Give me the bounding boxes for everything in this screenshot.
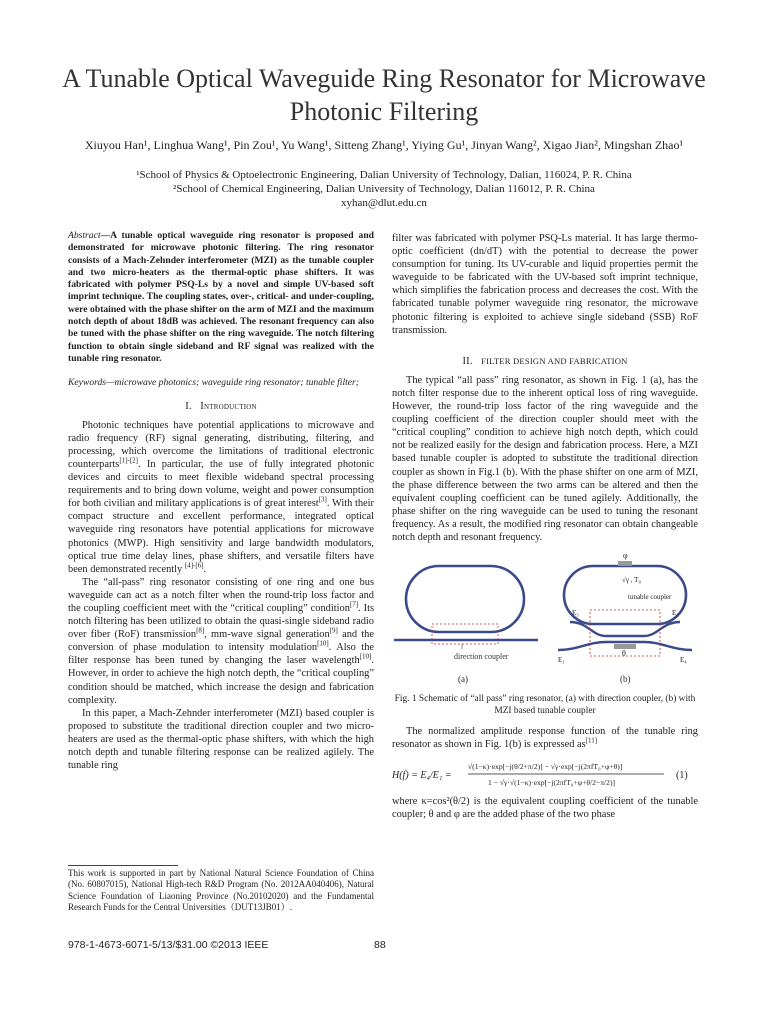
citation: [10] bbox=[317, 639, 329, 648]
citation: [3] bbox=[318, 495, 327, 504]
text-run: . bbox=[203, 563, 207, 575]
citation: [11] bbox=[585, 736, 598, 745]
field-label-e3: E₃ bbox=[572, 609, 579, 618]
footnote-rule bbox=[68, 865, 178, 866]
figure-1-schematic bbox=[392, 552, 698, 687]
affiliation-2: ²School of Chemical Engineering, Dalian University of Technology, Dalian 116012, P. R. China bbox=[173, 183, 595, 195]
equation-number: (1) bbox=[676, 770, 688, 782]
text-run: . However, in order to achieve the high notch depth, the “critical coupling” condition should be matched, which increase the design and fabrication complexity. bbox=[68, 655, 374, 706]
subfigure-label-a: (a) bbox=[458, 674, 468, 685]
subfigure-label-b: (b) bbox=[620, 674, 631, 685]
right-paragraph-3 bbox=[392, 725, 698, 751]
text-run: and the conversion of phase modulation to intensity modulation bbox=[68, 629, 374, 654]
text-run: . With their compact structure and excellent performance, integrated optical waveguide ring resonators have potential applications for microwave photonics (MWP). High sensitivity and large bandwidth modulators, optical true time delay lines, phase shifters, and versatile filters have been demonstrated recently bbox=[68, 498, 374, 575]
right-paragraph-4: where κ=cos²(θ/2) is the equivalent coupling coefficient of the tunable coupler; θ and φ are the added phase of the two phase bbox=[392, 796, 698, 821]
right-paragraph-2: The typical “all pass” ring resonator, as shown in Fig. 1 (a), has the notch filter response due to the inherent optical loss of ring waveguide. However, the round-trip loss factor of the ring waveguide and the coupling coefficient of the direction coupler should meet with the “critical coupling” condition to achieve high notch depth, which could not be realized easily for the design and fabrication process. Here, a MZI based tunable coupler is adopted to substitute the traditional direction coupler as shown in Fig.1 (b). With the phase shifter on one arm of MZI, the phase difference between the two arms can be altered and then the equivalent coupling coefficient can be tuned agilely. Additionally, the phase shifter on the ring waveguide can be used to tuning the resonant frequency. As a result, the modified ring resonator can obtain changeable notch depth and resonant frequency. bbox=[392, 374, 698, 543]
section-number: I. bbox=[185, 400, 192, 412]
figure-1 bbox=[392, 552, 698, 687]
right-paragraph-1: filter was fabricated with polymer PSQ-Ls material. It has large thermo-optic coefficient (dn/dT) with the potential to decrease the power consumption for tuning. Its UV-curable and liquid properties permit the waveguide to be fabricated with the UV-based soft imprint technique, which simplifies the fabrication process and decreases the cost. With the fabricated tunable polymer waveguide ring resonator, the microwave photonic filtering is exploited to achieve single sideband (SSB) RoF transmission. bbox=[392, 233, 698, 336]
phi-label: φ bbox=[623, 552, 628, 561]
text-run: The “all-pass” ring resonator consisting of one ring and one bus waveguide can act as a notch filter when the round-trip loss factor and the coupling coefficient meet with the “critical coupling” condition bbox=[68, 576, 374, 614]
section-title: FILTER DESIGN AND FABRICATION bbox=[481, 355, 628, 366]
intro-paragraph-2 bbox=[68, 576, 374, 707]
equation-lhs: H(f) = E₄/E₁ = bbox=[392, 770, 452, 782]
field-label-e1: E₁ bbox=[558, 656, 565, 665]
section-number: II. bbox=[462, 355, 473, 367]
figure-1b bbox=[558, 552, 692, 684]
figure-1a bbox=[394, 566, 538, 684]
equation-denominator: 1 − √γ·√(1−κ)·exp[−j(2πfT₀+φ+θ/2−π/2)] bbox=[488, 778, 616, 788]
author-list: Xiuyou Han¹, Linghua Wang¹, Pin Zou¹, Yu Wang¹, Sitteng Zhang¹, Yiying Gu¹, Jinyan Wang², Xigao Jian², Mingshan Zhao¹ bbox=[84, 138, 684, 152]
text-run: , mm-wave signal generation bbox=[204, 629, 330, 641]
theta-label: θ bbox=[622, 649, 626, 659]
text-run: Photonic techniques have potential applications to microwave and radio frequency (RF) signal generating, distributing, filtering, and processing, which overcome the limitations of traditional electronic counterparts bbox=[68, 419, 374, 470]
citation: [7] bbox=[349, 600, 359, 609]
equation-numerator: √(1−κ)·exp[−j(θ/2+π/2)] − √γ·exp[−j(2πfT₀+φ+θ)] bbox=[468, 762, 623, 772]
citation: [9] bbox=[329, 626, 338, 635]
affiliation-1: ¹School of Physics & Optoelectronic Engineering, Dalian University of Technology, Dalian, 116024, P. R. China bbox=[136, 169, 632, 181]
citation: [10] bbox=[359, 652, 372, 661]
intro-paragraph-1 bbox=[68, 419, 374, 576]
left-column bbox=[68, 230, 374, 772]
funding-footnote: This work is supported in part by National Natural Science Foundation of China (No. 60807015), National High-tech R&D Program (No. 2012AA040406), Natural Science Foundation of Liaoning Province (No.20102020) and the Fundamental Research Funds for the Central Universities（DUT13JB01）. bbox=[68, 868, 374, 913]
text-run: . Its notch filtering has been utilized to obtain the quasi-single sideband radio over fiber (RoF) transmission bbox=[68, 602, 374, 641]
section-title: Introduction bbox=[200, 400, 257, 412]
ring-parameters: √γ , T₀ bbox=[622, 576, 641, 585]
affiliations bbox=[50, 168, 718, 210]
right-column bbox=[392, 232, 698, 821]
phase-shifter-ring bbox=[618, 561, 632, 566]
abstract-text: —A tunable optical waveguide ring resonator is proposed and demonstrated for microwave photonic filtering. The ring resonator consists of a Mach-Zehnder interferometer (MZI) as the tunable coupler and two micro-heaters as the thermal-optic phase shifters. It was fabricated with polymer PSQ-Ls by a novel and simple UV-based soft imprint technique. The coupling states, over-, critical- and under-coupling, were obtained with the phase shifter on the arm of MZI and the maximum notch depth of about 18dB was achieved. The resonant frequency can also be tuned with the phase shifter on the ring waveguide. The notch filtering function to obtain single sideband and RF signal was realized with the tunable ring resonator. bbox=[68, 230, 374, 364]
equation-1 bbox=[392, 757, 698, 791]
text-run: The normalized amplitude response function of the tunable ring resonator as shown in Fig. 1(b) is expressed as bbox=[392, 726, 698, 751]
section-heading-introduction bbox=[68, 400, 374, 413]
field-label-e4: E₄ bbox=[680, 656, 687, 665]
field-label-e2: E₂ bbox=[672, 609, 679, 618]
abstract-lead: Abstract bbox=[68, 230, 101, 241]
tunable-coupler-label: tunable coupler bbox=[628, 593, 672, 602]
paper-title: A Tunable Optical Waveguide Ring Resonator for Microwave Photonic Filtering bbox=[62, 64, 706, 126]
figure-1-caption: Fig. 1 Schematic of “all pass” ring resonator, (a) with direction coupler, (b) with MZI based tunable coupler bbox=[394, 694, 696, 717]
ring-waveguide bbox=[406, 566, 524, 632]
citation: [1]-[2] bbox=[119, 456, 139, 465]
direction-coupler-label: direction coupler bbox=[454, 652, 509, 662]
contact-email: xyhan@dlut.edu.cn bbox=[341, 197, 427, 209]
section-heading-filter-design bbox=[392, 355, 698, 368]
abstract bbox=[68, 230, 374, 365]
text-run: . Also the filter response has been tuned by changing the laser wavelength bbox=[68, 642, 374, 667]
citation: [4]-[6] bbox=[184, 561, 204, 570]
intro-paragraph-3: In this paper, a Mach-Zehnder interferometer (MZI) based coupler is proposed to substitute the traditional direction coupler and two micro-heaters are used as the thermal-optic phase shifters, with which the high notch depth and tunable filtering response can be realized agilely. The tunable ring bbox=[68, 707, 374, 772]
text-run: . In particular, the use of fully integrated photonic devices and circuits to meet flexible wideband spectral processing requirements and to bring down volume, weight and power consumption for both civilian and military applications is of great interest bbox=[68, 458, 374, 510]
citation: [8] bbox=[196, 626, 205, 635]
page-number: 88 bbox=[374, 939, 386, 951]
keywords: Keywords—microwave photonics; waveguide ring resonator; tunable filter; bbox=[68, 377, 359, 389]
equation-1-render bbox=[392, 757, 698, 791]
footer-isbn: 978-1-4673-6071-5/13/$31.00 ©2013 IEEE bbox=[68, 939, 269, 951]
